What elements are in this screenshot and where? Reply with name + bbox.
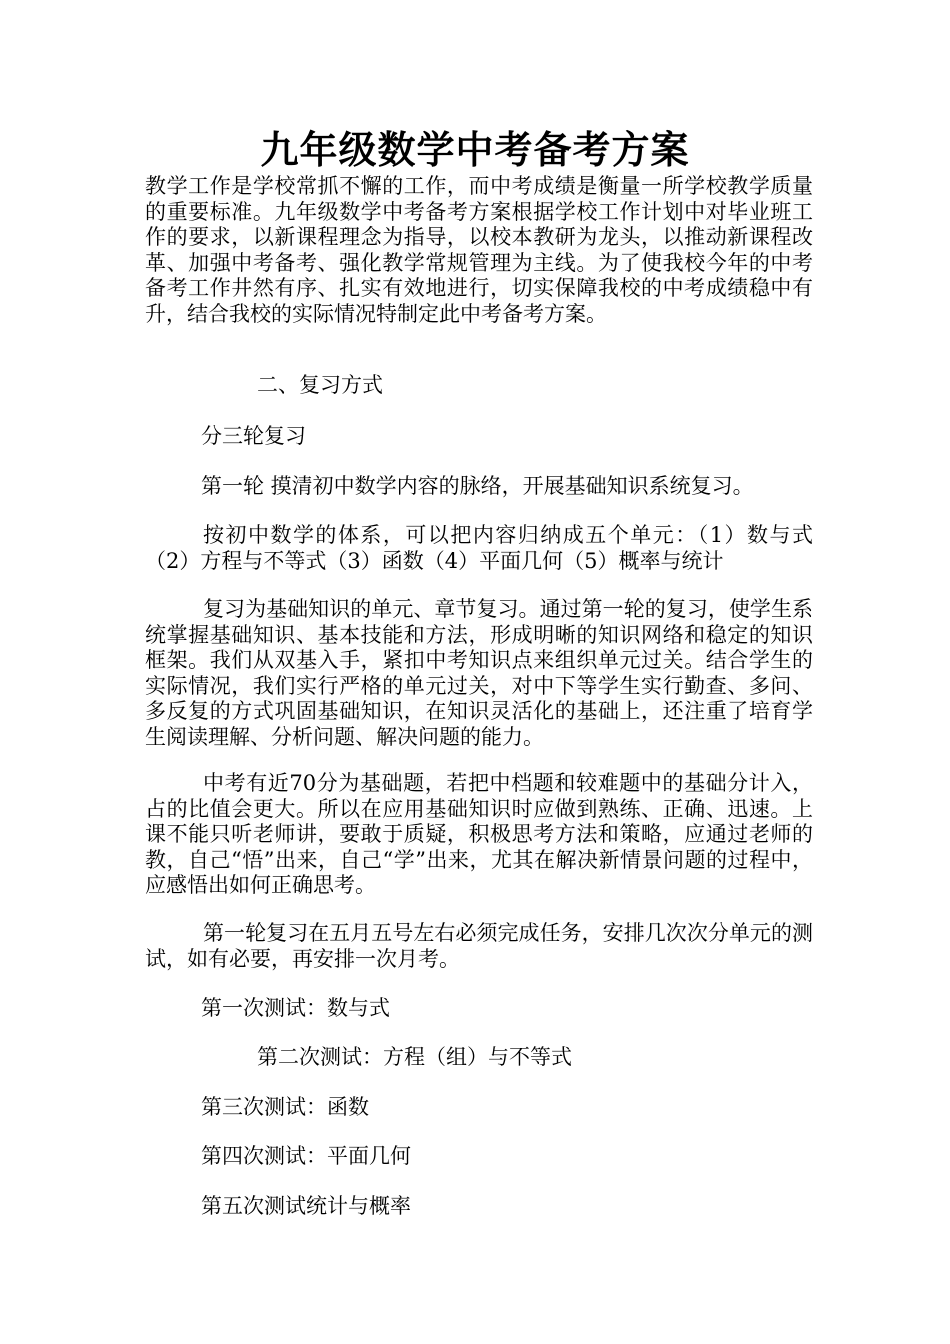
test-item: 第三次测试：函数	[201, 1095, 369, 1119]
intro-paragraph: 教学工作是学校常抓不懈的工作，而中考成绩是衡量一所学校教学质量的重要标准。九年级数学中考备考方案根据学校工作计划中对毕业班工作的要求，以新课程理念为指导，以校本教研为龙头，以推动新课程改革、加强中考备考、强化教学常规管理为主线。为了使我校今年的中考备考工作井然有序、扎实有效地进行，切实保障我校的中考成绩稳中有升，结合我校的实际情况特制定此中考备考方案。	[145, 174, 813, 326]
test-item: 第二次测试：方程（组）与不等式	[257, 1045, 572, 1069]
schedule-paragraph: 第一轮复习在五月五号左右必须完成任务，安排几次次分单元的测试，如有必要，再安排一次月考。	[145, 921, 813, 971]
test-item: 第四次测试：平面几何	[201, 1144, 411, 1168]
section-heading: 二、复习方式	[257, 373, 383, 397]
basics-paragraph: 中考有近70分为基础题，若把中档题和较难题中的基础分计入，占的比值会更大。所以在应用基础知识时应做到熟练、正确、迅速。上课不能只听老师讲，要敢于质疑，积极思考方法和策略，应通过老师的教，自己“悟”出来，自己“学”出来，尤其在解决新情景问题的过程中，应感悟出如何正确思考。	[145, 771, 813, 897]
units-paragraph: 按初中数学的体系，可以把内容归纳成五个单元：（1）数与式（2）方程与不等式（3）函数（4）平面几何（5）概率与统计	[145, 523, 813, 573]
rounds-label: 分三轮复习	[201, 424, 306, 448]
test-item: 第一次测试：数与式	[201, 996, 390, 1020]
review-paragraph: 复习为基础知识的单元、章节复习。通过第一轮的复习，使学生系统掌握基础知识、基本技能和方法，形成明晰的知识网络和稳定的知识框架。我们从双基入手，紧扣中考知识点来组织单元过关。结合学生的实际情况，我们实行严格的单元过关，对中下等学生实行勤查、多问、多反复的方式巩固基础知识，在知识灵活化的基础上，还注重了培育学生阅读理解、分析问题、解决问题的能力。	[145, 597, 813, 749]
test-item: 第五次测试统计与概率	[201, 1194, 411, 1218]
document-title: 九年级数学中考备考方案	[260, 127, 690, 172]
round1-heading: 第一轮 摸清初中数学内容的脉络，开展基础知识系统复习。	[201, 474, 754, 498]
